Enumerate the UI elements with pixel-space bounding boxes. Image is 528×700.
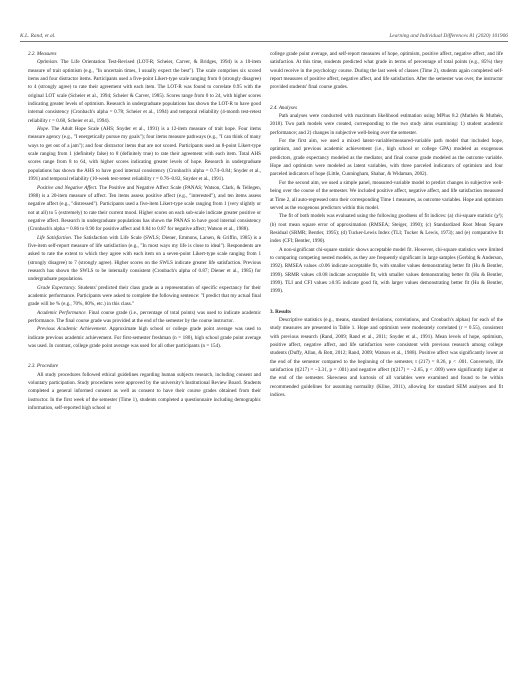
text-previous-achievement: Approximate high school or college grade point average was used to indicate previous academic achievement. For first-semester freshman (n = 180), high school grade point average was used. In contrast, college grade point average was used for all other participants (n = 154). bbox=[28, 326, 262, 350]
running-head-journal: Learning and Individual Differences 81 (2020) 101906 bbox=[389, 33, 508, 39]
paragraph-analyses-5: A non-significant chi-square statistic shows acceptable model fit. However, chi-square statistics were limited to comparing competing nested models, as they are frequently significant in large samples (Gerbing & Anderson, 1992). RMSEA values ≤0.06 indicate acceptable fit, with smaller values demonstrating better fit (Hu & Bentler, 1999). SRMR values ≤0.08 indicate acceptable fit, with smaller values demonstrating better fit (Hu & Bentler, 1999). TLI and CFI values ≥0.95 indicate good fit, with larger values demonstrating better fit (Hu & Bentler, 1999). bbox=[270, 246, 503, 295]
spacer bbox=[270, 296, 503, 308]
text-grade-expectancy: Students' predicted their class grade as a representation of specific expectancy for their academic performance. Participants were asked to complete the following sentence: "I predict that my actual final grade will be % (e.g., 70%, 80%, etc.) in this class." bbox=[28, 284, 261, 308]
running-head bbox=[20, 33, 508, 39]
paragraph-affect bbox=[28, 184, 261, 234]
left-column bbox=[28, 50, 261, 412]
lead-optimism: Optimism. bbox=[37, 59, 59, 66]
paragraph-results-1: Descriptive statistics (e.g., means, standard deviations, correlations, and Cronbach's alphas) for each of the study measures are presented in Table 1. Hope and optimism were moderately correlated (r = 0.55), consistent with previous research (Rand, 2009; Rand et al., 2011; Snyder et al., 1991). Mean levels of hope, optimism, positive affect, negative affect, and life satisfaction were consistent with previous research among college students (Duffy, Allan, & Bott, 2012; Rand, 2009; Watson et al., 1988). Positive affect was significantly lower at the end of the semester compared to the beginning of the semester, t (217) = 8.26, p < .001. Conversely, life satisfaction (t(217) = −3.31, p = .001) and negative affect (t(217) = −2.65, p < .009) were significantly higher at the end of the semester. Skewness and kurtosis of all variables were examined and found to be within recommended guidelines for assuming normality (Kline, 2011), allowing for standard SEM analyses and fit indices. bbox=[270, 316, 503, 399]
paragraph-analyses-2: For the first aim, we used a mixed latent-variable/measured-variable path model that included hope, optimism, and previous academic achievement (i.e., high school or college GPA) modeled as exogenous predictors, grade expectancy modeled as the mediator, and final course grade modeled as the outcome variable. Hope and optimism were modeled as latent variables, with three parceled indicators of optimism and four parceled indicators of hope (Little, Cunningham, Shahar, & Widaman, 2002). bbox=[270, 138, 503, 178]
paragraph-procedure: All study procedures followed ethical guidelines regarding human subjects research, including consent and voluntary participation. Study procedures were approved by the university's Institutional Review Board. Students completed a general informed consent as well as consent to have their course grades obtained from their instructor. In the first week of the semester (Time 1), students completed a questionnaire including demographic information, self-reported high school or bbox=[28, 371, 261, 412]
lead-hope: Hope. bbox=[37, 126, 50, 133]
lead-previous-achievement: Previous Academic Achievement. bbox=[37, 326, 108, 333]
lead-affect: Positive and Negative Affect. bbox=[37, 184, 98, 191]
paragraph-grade-expectancy bbox=[28, 284, 261, 309]
section-heading-procedure: 2.3. Procedure bbox=[28, 363, 59, 370]
section-heading-analyses: 2.4. Analyses bbox=[270, 104, 297, 111]
text-hope: The Adult Hope Scale (AHS; Snyder et al., 1991) is a 12-item measure of trait hope. Four items measure agency (e.g., "I energetically pursue my goals"); four items measure pathways (e.g., "I can think of many ways to get out of a jam"); and four distractor items that are not scored. Participants used an 8-point Likert-type scale ranging from 1 (definitely false) to 8 (definitely true) to rate their agreement with each item. Total AHS scores range from 8 to 64, with higher scores indicating greater levels of hope. Research in undergraduate populations has shown the AHS to have good internal consistency (Cronbach's alpha = 0.74–0.84; Snyder et al., 1991) and temporal reliability (10-week test-retest reliability r = 0.76–0.82, Snyder et al., 1991). bbox=[28, 126, 261, 183]
header-rule bbox=[20, 41, 508, 42]
text-life-satisfaction: The Satisfaction with Life Scale (SWLS; Diener, Emmons, Larsen, & Griffin, 1985) is a five-item self-report measure of life satisfaction (e.g., "In most ways my life is close to ideal"). Respondents are asked to rate the extent to which they agree with each item on a seven-point Likert-type scale ranging from 1 (strongly disagree) to 7 (strongly agree). Higher scores on the SWLS indicate greater life satisfaction. Previous research has shown the SWLS to be internally consistent (Cronbach's alpha of 0.87; Diener et al., 1985) for undergraduate populations. bbox=[28, 234, 261, 283]
lead-grade-expectancy: Grade Expectancy. bbox=[37, 284, 77, 291]
spacer bbox=[270, 92, 503, 104]
paragraph-previous-achievement bbox=[28, 325, 261, 350]
text-affect: The Positive and Negative Affect Scale (PANAS; Watson, Clark, & Tellegen, 1988) is a 20-item measure of affect. Ten items assess positive affect (e.g., "interested"), and ten items assess negative affect (e.g., "distressed"). Participants used a five-item Likert-type scale ranging from 1 (very slightly or not at all) to 5 (extremely) to rate their current mood. Higher scores on each sub-scale indicate greater positive or negative affect. Research in undergraduate populations has shown the PANAS to have good internal consistency (Cronbach's alpha = 0.86 to 0.90 for positive affect and 0.84 to 0.87 for negative affect; Watson et al., 1988). bbox=[28, 184, 261, 233]
section-heading-results: 3. Results bbox=[270, 308, 291, 315]
running-head-authors: K.L. Rand, et al. bbox=[20, 33, 56, 39]
paragraph-optimism bbox=[28, 58, 261, 125]
paragraph-procedure-continued: college grade point average, and self-report measures of hope, optimism, positive affect, negative affect, and life satisfaction. At this time, students predicted what grade in terms of percentage of total points (e.g., 85%) they would receive in the psychology course. During the last week of classes (Time 2), students again completed self-report measures of positive affect, negative affect, and life satisfaction. After the semester was over, the instructor provided students' final course grades. bbox=[270, 51, 503, 91]
right-column bbox=[270, 50, 503, 399]
paragraph-analyses-1: Path analyses were conducted with maximum likelihood estimation using MPlus 8.2 (Muthén & Muthén, 2018). Two path models were created, corresponding to the two study aims examining: 1) student academic performance; and 2) changes in subjective well-being over the semester. bbox=[270, 113, 503, 136]
spacer bbox=[28, 350, 261, 362]
paragraph-academic-performance bbox=[28, 309, 261, 326]
text-optimism: The Life Orientation Test-Revised (LOT-R; Scheier, Carver, & Bridges, 1994) is a 10-item measure of trait optimism (e.g., "In uncertain times, I usually expect the best"). The scale comprises six scored items and four distractor items. Participants used a five-point Likert-type scale ranging from 0 (strongly disagree) to 4 (strongly agree) to rate their agreement with each item. The LOT-R was found to correlate 0.95 with the original LOT scale (Scheier et al., 1994; Scheier & Carver, 1985). Scores range from 0 to 24, with higher scores indicating greater levels of optimism. Research in undergraduate populations has shown the LOT-R to have good internal consistency (Cronbach's alpha = 0.78; Scheier et al., 1994) and temporal reliability (4-month test-retest reliability r = 0.68, Scheier et al., 1994). bbox=[28, 59, 262, 124]
paragraph-hope bbox=[28, 125, 261, 183]
lead-life-satisfaction: Life Satisfaction. bbox=[37, 234, 73, 241]
lead-academic-performance: Academic Performance. bbox=[37, 309, 87, 316]
text-academic-performance: Final course grade (i.e., percentage of total points) was used to indicate academic performance. The final course grade was provided at the end of the semester by the course instructor. bbox=[28, 309, 262, 324]
paragraph-analyses-3: For the second aim, we used a simple panel, measured-variable model to predict changes in subjective well-being over the course of the semester. We included positive affect, negative affect, and life satisfaction measured at Time 2, all auto-regressed onto their corresponding Time 1 measures, as outcome variables. Hope and optimism served as the exogenous predictors within this model. bbox=[270, 179, 503, 211]
paragraph-life-satisfaction bbox=[28, 234, 261, 284]
paragraph-analyses-4: The fit of both models was evaluated using the following goodness of fit indices: (a) chi-square statistic (χ²); (b) root mean square error of approximation (RMSEA; Steiger, 1990); (c) Standardized Root Mean Square Residual (SRMR; Bentler, 1995); (d) Tucker-Lewis Index (TLI; Tucker & Lewis, 1973); and (e) comparative fit index (CFI; Bentler, 1990). bbox=[270, 213, 503, 245]
section-heading-measures: 2.2. Measures bbox=[28, 51, 57, 57]
